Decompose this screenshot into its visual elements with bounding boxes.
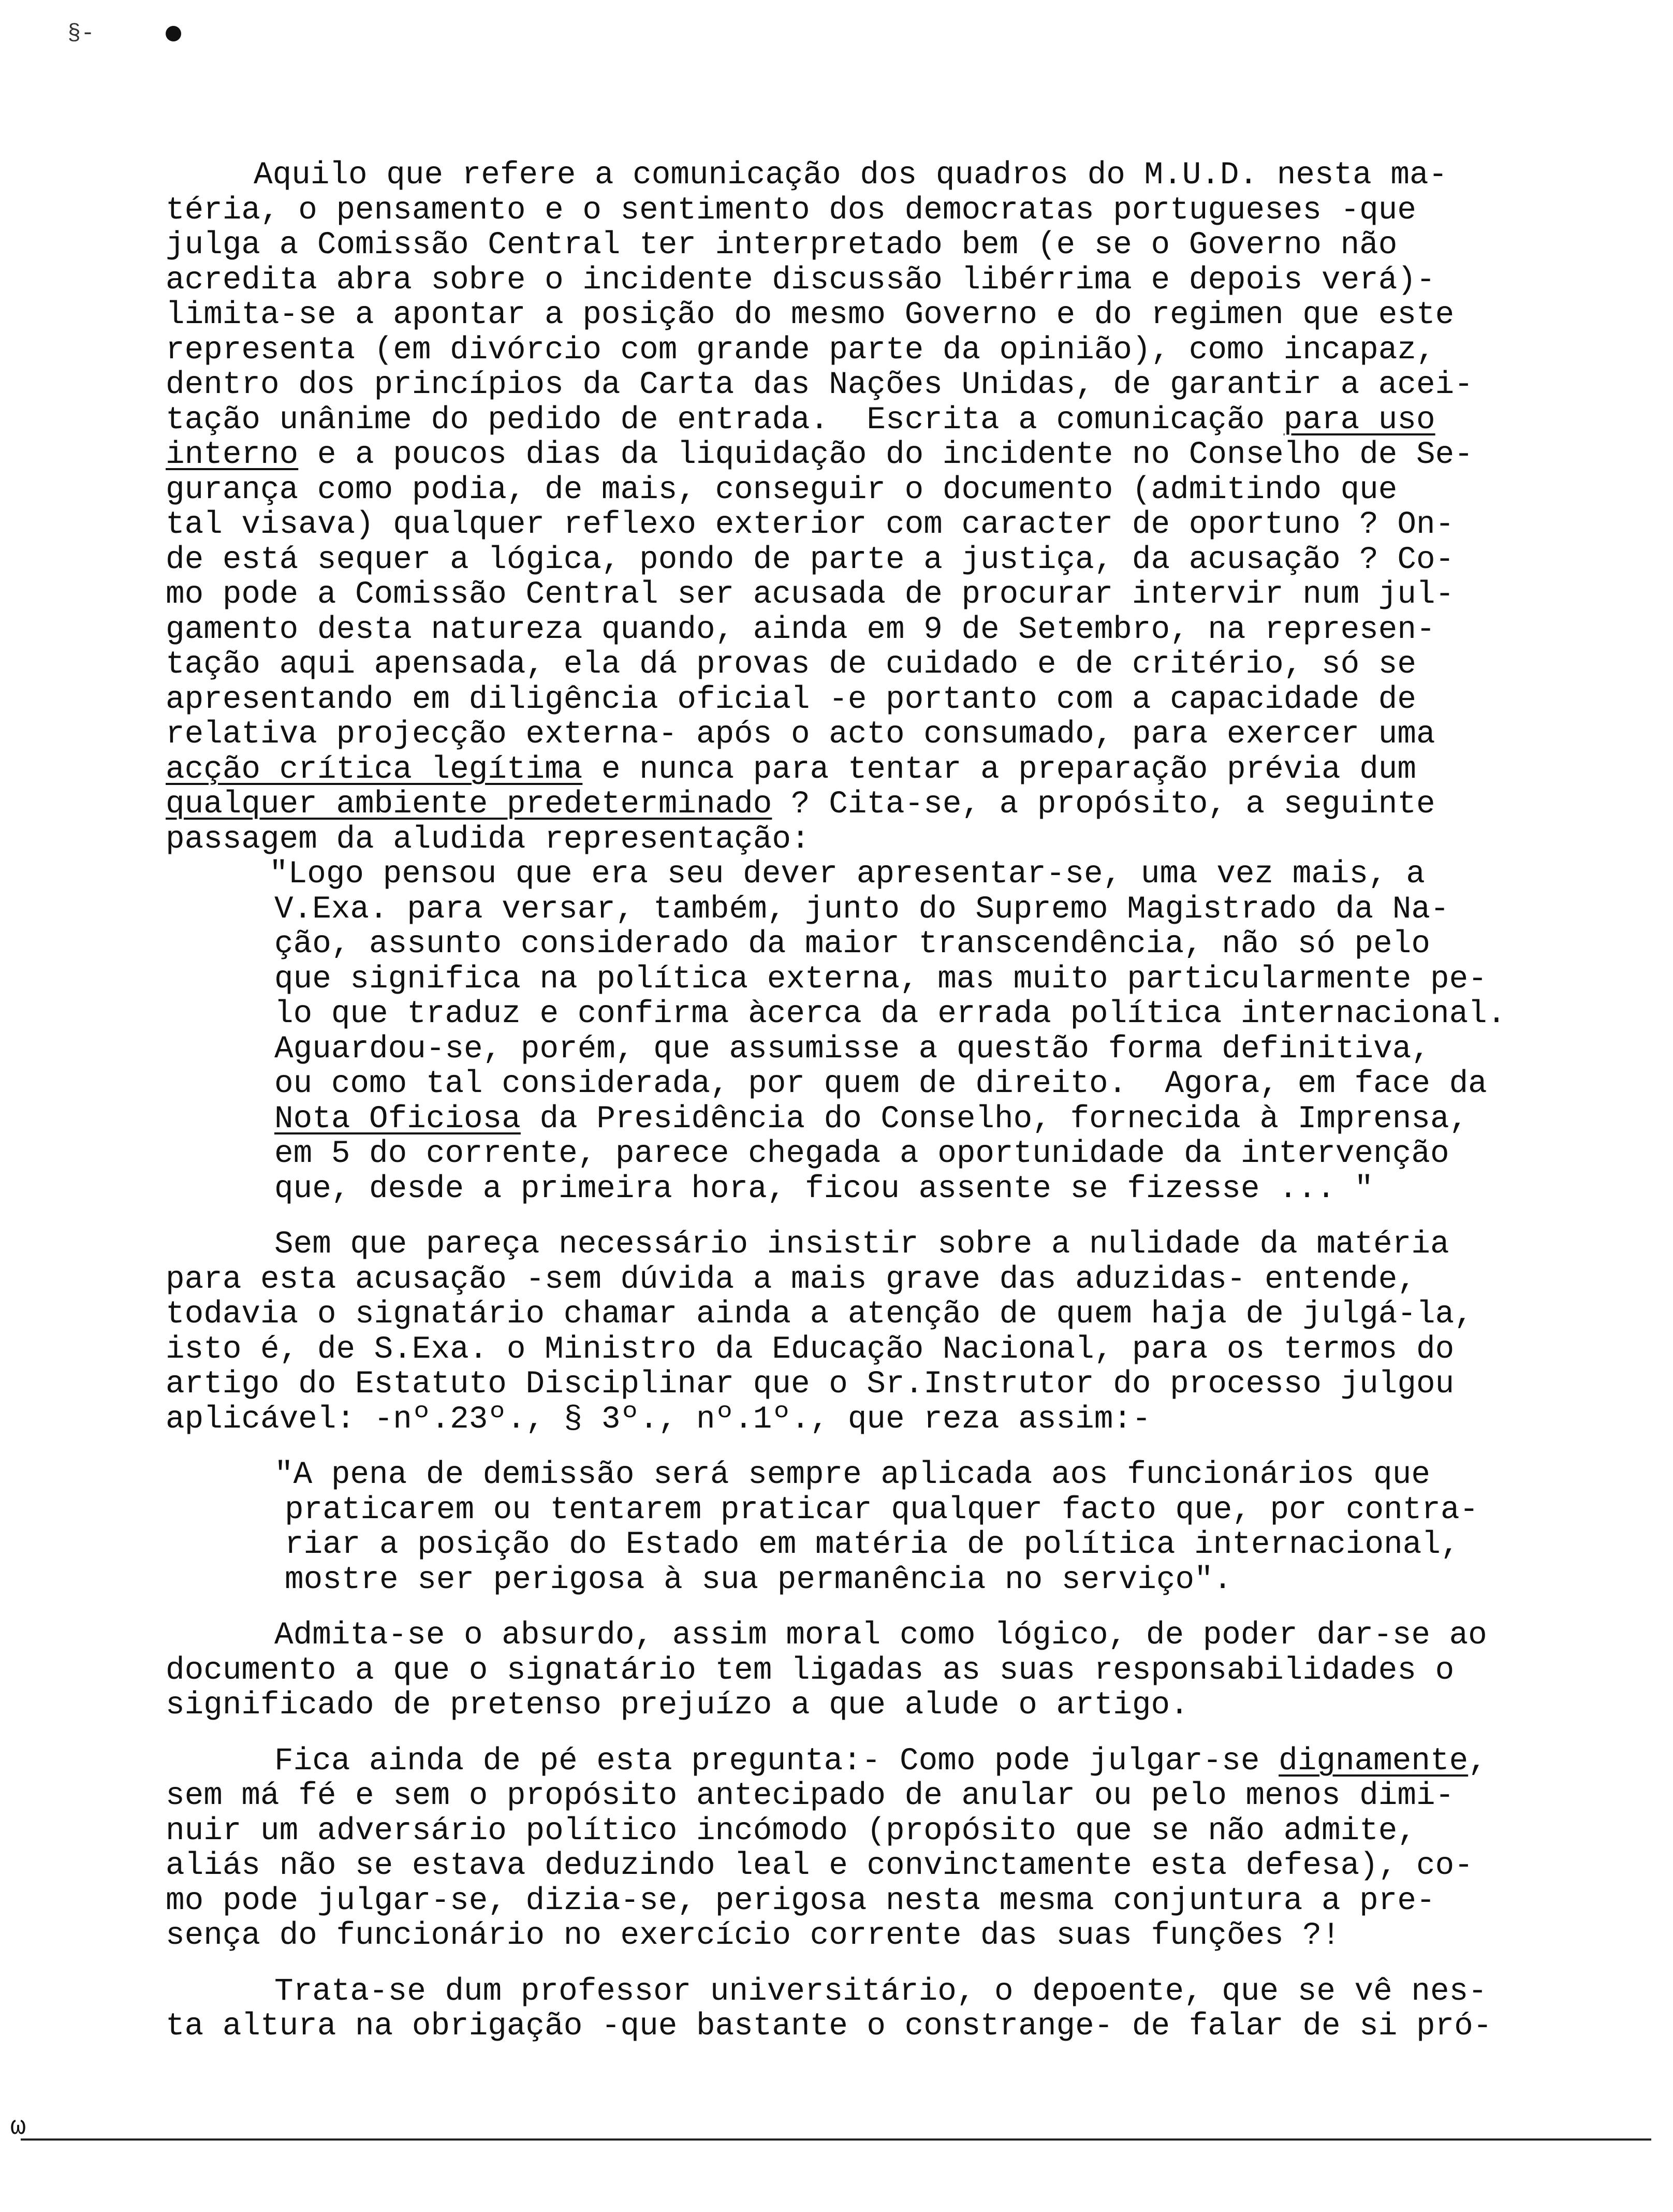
text-line: documento a que o signatário tem ligadas as suas responsabilidades o bbox=[166, 1652, 1455, 1689]
text-span: Fica ainda de pé esta pregunta:- Como pode julgar-se bbox=[274, 1743, 1279, 1779]
text-line: Trata-se dum professor universitário, o depoente, que se vê nes- bbox=[274, 1973, 1487, 2010]
text-line: mo pode julgar-se, dizia-se, perigosa nesta mesma conjuntura a pre- bbox=[166, 1883, 1435, 1919]
text-line: V.Exa. para versar, também, junto do Supremo Magistrado da Na- bbox=[274, 891, 1449, 927]
text-line bbox=[166, 438, 1605, 473]
text-line: isto é, de S.Exa. o Ministro da Educação Nacional, para os termos do bbox=[166, 1331, 1455, 1367]
text-line bbox=[166, 752, 1605, 788]
text-line bbox=[166, 1744, 1605, 1779]
paragraph-5 bbox=[166, 1974, 1605, 2044]
text-line: Sem que pareça necessário insistir sobre a nulidade da matéria bbox=[274, 1227, 1449, 1262]
text-line: gamento desta natureza quando, ainda em 9 de Setembro, na represen- bbox=[166, 612, 1435, 648]
text-line: artigo do Estatuto Disciplinar que o Sr.Instrutor do processo julgou bbox=[166, 1366, 1455, 1402]
text-line: praticarem ou tentarem praticar qualquer facto que, por contra- bbox=[285, 1492, 1479, 1528]
text-line: em 5 do corrente, parece chegada a oportunidade da intervenção bbox=[274, 1136, 1449, 1172]
text-line: julga a Comissão Central ter interpretado bem (e se o Governo não bbox=[166, 227, 1398, 263]
text-line: aliás não se estava deduzindo leal e convinctamente esta defesa), co- bbox=[166, 1848, 1473, 1884]
text-line: sem má fé e sem o propósito antecipado de anular ou pelo menos dimi- bbox=[166, 1778, 1455, 1814]
text-line: Admita-se o absurdo, assim moral como lógico, de poder dar-se ao bbox=[274, 1618, 1487, 1653]
underlined-phrase: Nota Oficiosa bbox=[274, 1101, 521, 1137]
text-line: que, desde a primeira hora, ficou assente se fizesse ... " bbox=[274, 1171, 1374, 1207]
text-span: tação unânime do pedido de entrada. Escrita a comunicação bbox=[166, 402, 1284, 438]
text-span: ? Cita-se, a propósito, a seguinte bbox=[772, 787, 1435, 822]
text-line: relativa projecção externa- após o acto consumado, para exercer uma bbox=[166, 717, 1435, 752]
paragraph-3 bbox=[166, 1618, 1605, 1723]
text-line: tação aqui apensada, ela dá provas de cuidado e de critério, só se bbox=[166, 647, 1416, 682]
text-line: riar a posição do Estado em matéria de política internacional, bbox=[285, 1527, 1460, 1563]
text-line: nuir um adversário político incómodo (propósito que se não admite, bbox=[166, 1813, 1416, 1849]
text-line: gurança como podia, de mais, conseguir o documento (admitindo que bbox=[166, 472, 1398, 508]
document-body bbox=[166, 158, 1605, 2044]
bottom-margin-mark: ω bbox=[10, 2113, 26, 2142]
text-line: ção, assunto considerado da maior transcendência, não só pelo bbox=[274, 926, 1430, 962]
text-line: Aquilo que refere a comunicação dos quadros do M.U.D. nesta ma- bbox=[254, 157, 1448, 193]
paragraph-4 bbox=[166, 1744, 1605, 1954]
text-line bbox=[166, 787, 1605, 822]
text-line: que significa na política externa, mas muito particularmente pe- bbox=[274, 961, 1487, 997]
quotation-2 bbox=[166, 1458, 1605, 1597]
text-line: mo pode a Comissão Central ser acusada de procurar intervir num jul- bbox=[166, 577, 1455, 613]
text-line: de está sequer a lógica, pondo de parte a justiça, da acusação ? Co- bbox=[166, 542, 1455, 578]
text-line: significado de pretenso prejuízo a que alude o artigo. bbox=[166, 1687, 1189, 1723]
text-line: téria, o pensamento e o sentimento dos democratas portugueses -que bbox=[166, 192, 1416, 228]
text-line: todavia o signatário chamar ainda a atenção de quem haja de julgá-la, bbox=[166, 1297, 1473, 1332]
text-line: Aguardou-se, porém, que assumisse a questão forma definitiva, bbox=[274, 1031, 1430, 1067]
ink-dot-mark bbox=[166, 26, 181, 41]
text-line: mostre ser perigosa à sua permanência no serviço". bbox=[285, 1562, 1232, 1598]
text-span: , bbox=[1468, 1743, 1487, 1779]
text-line: apresentando em diligência oficial -e portanto com a capacidade de bbox=[166, 681, 1416, 718]
underlined-phrase: para uso bbox=[1283, 402, 1435, 438]
text-line bbox=[166, 403, 1605, 438]
underlined-phrase: qualquer ambiente predeterminado bbox=[166, 787, 772, 822]
text-line: tal visava) qualquer reflexo exterior com caracter de oportuno ? On- bbox=[166, 507, 1455, 543]
paragraph-2 bbox=[166, 1227, 1605, 1437]
underlined-phrase: dignamente bbox=[1279, 1743, 1469, 1779]
text-span: e nunca para tentar a preparação prévia dum bbox=[582, 751, 1417, 788]
text-line: sença do funcionário no exercício corrente das suas funções ?! bbox=[166, 1918, 1341, 1954]
text-line: dentro dos princípios da Carta das Nações Unidas, de garantir a acei- bbox=[166, 367, 1473, 403]
bottom-rule-line bbox=[21, 2138, 1651, 2141]
text-line: lo que traduz e confirma àcerca da errada política internacional. bbox=[274, 996, 1506, 1032]
text-line: "A pena de demissão será sempre aplicada aos funcionários que bbox=[274, 1457, 1430, 1493]
text-line: para esta acusação -sem dúvida a mais grave das aduzidas- entende, bbox=[166, 1261, 1416, 1298]
text-line: "Logo pensou que era seu dever apresentar-se, uma vez mais, a bbox=[269, 856, 1425, 892]
text-line: aplicável: -nº.23º., § 3º., nº.1º., que reza assim:- bbox=[166, 1401, 1151, 1437]
text-line bbox=[269, 1102, 1605, 1137]
quotation-1 bbox=[166, 857, 1605, 1206]
text-line: ta altura na obrigação -que bastante o constrange- de falar de si pró- bbox=[166, 2009, 1492, 2044]
underlined-phrase: interno bbox=[166, 437, 299, 473]
underlined-phrase: acção crítica legítima bbox=[166, 751, 583, 788]
top-margin-mark: §- bbox=[67, 21, 95, 47]
text-line: ou como tal considerada, por quem de direito. Agora, em face da bbox=[274, 1066, 1487, 1102]
text-line: passagem da aludida representação: bbox=[166, 821, 810, 857]
text-line: limita-se a apontar a posição do mesmo Governo e do regimen que este bbox=[166, 297, 1455, 333]
paragraph-1 bbox=[166, 158, 1605, 857]
text-line: representa (em divórcio com grande parte da opinião), como incapaz, bbox=[166, 332, 1435, 368]
text-line: acredita abra sobre o incidente discussão libérrima e depois verá)- bbox=[166, 262, 1435, 298]
text-span: e a poucos dias da liquidação do incidente no Conselho de Se- bbox=[298, 437, 1473, 473]
text-span: da Presidência do Conselho, fornecida à Imprensa, bbox=[520, 1101, 1469, 1137]
